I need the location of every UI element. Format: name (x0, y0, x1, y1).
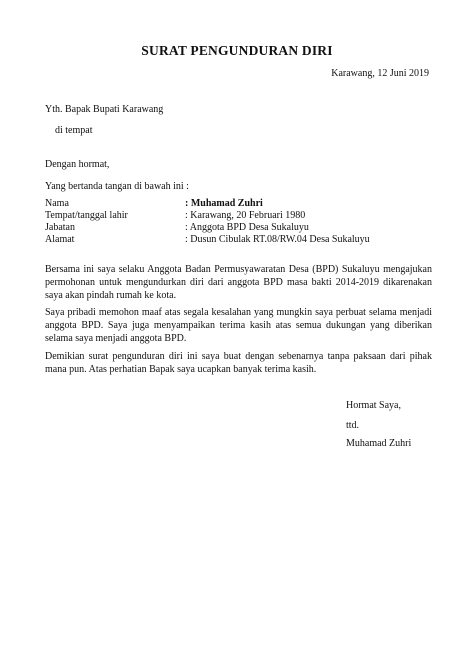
recipient-place: di tempat (55, 125, 93, 136)
signer-name: Muhamad Zuhri (346, 438, 412, 449)
identity-label-birth: Tempat/tanggal lahir (45, 210, 128, 221)
place-date: Karawang, 12 Juni 2019 (331, 68, 429, 79)
signature-note: ttd. (346, 420, 360, 431)
closing: Hormat Saya, (346, 400, 401, 411)
greeting: Dengan hormat, (45, 159, 110, 170)
identity-label-address: Alamat (45, 234, 75, 245)
body-paragraph: Saya pribadi memohon maaf atas segala kesalahan yang mungkin saya perbuat selama menjadi anggota BPD. Saya juga menyampaikan terima kasih atas semua dukungan yang diberikan selama saya menjadi anggota BPD. (45, 307, 432, 344)
identity-label-name: Nama (45, 198, 69, 209)
identity-value-name: : Muhamad Zuhri (185, 198, 263, 209)
letter-title: SURAT PENGUNDURAN DIRI (141, 43, 333, 58)
identity-value-address: : Dusun Cibulak RT.08/RW.04 Desa Sukaluyu (185, 234, 370, 245)
identity-value-birth: : Karawang, 20 Februari 1980 (185, 210, 306, 221)
body-paragraph: Bersama ini saya selaku Anggota Badan Permusyawaratan Desa (BPD) Sukaluyu mengajukan permohonan untuk mengundurkan diri dari anggota BPD masa bakti 2014-2019 dikarenakan saya akan pindah rumah ke kota. (45, 264, 432, 301)
body-paragraph: Demikian surat pengunduran diri ini saya buat dengan sebenarnya tanpa paksaan dari pihak mana pun. Atas perhatian Bapak saya ucapkan banyak terima kasih. (45, 351, 432, 375)
identity-label-position: Jabatan (45, 222, 75, 233)
identity-value-position: : Anggota BPD Desa Sukaluyu (185, 222, 309, 233)
recipient: Yth. Bapak Bupati Karawang (45, 104, 164, 115)
intro-text: Yang bertanda tangan di bawah ini : (45, 181, 189, 192)
